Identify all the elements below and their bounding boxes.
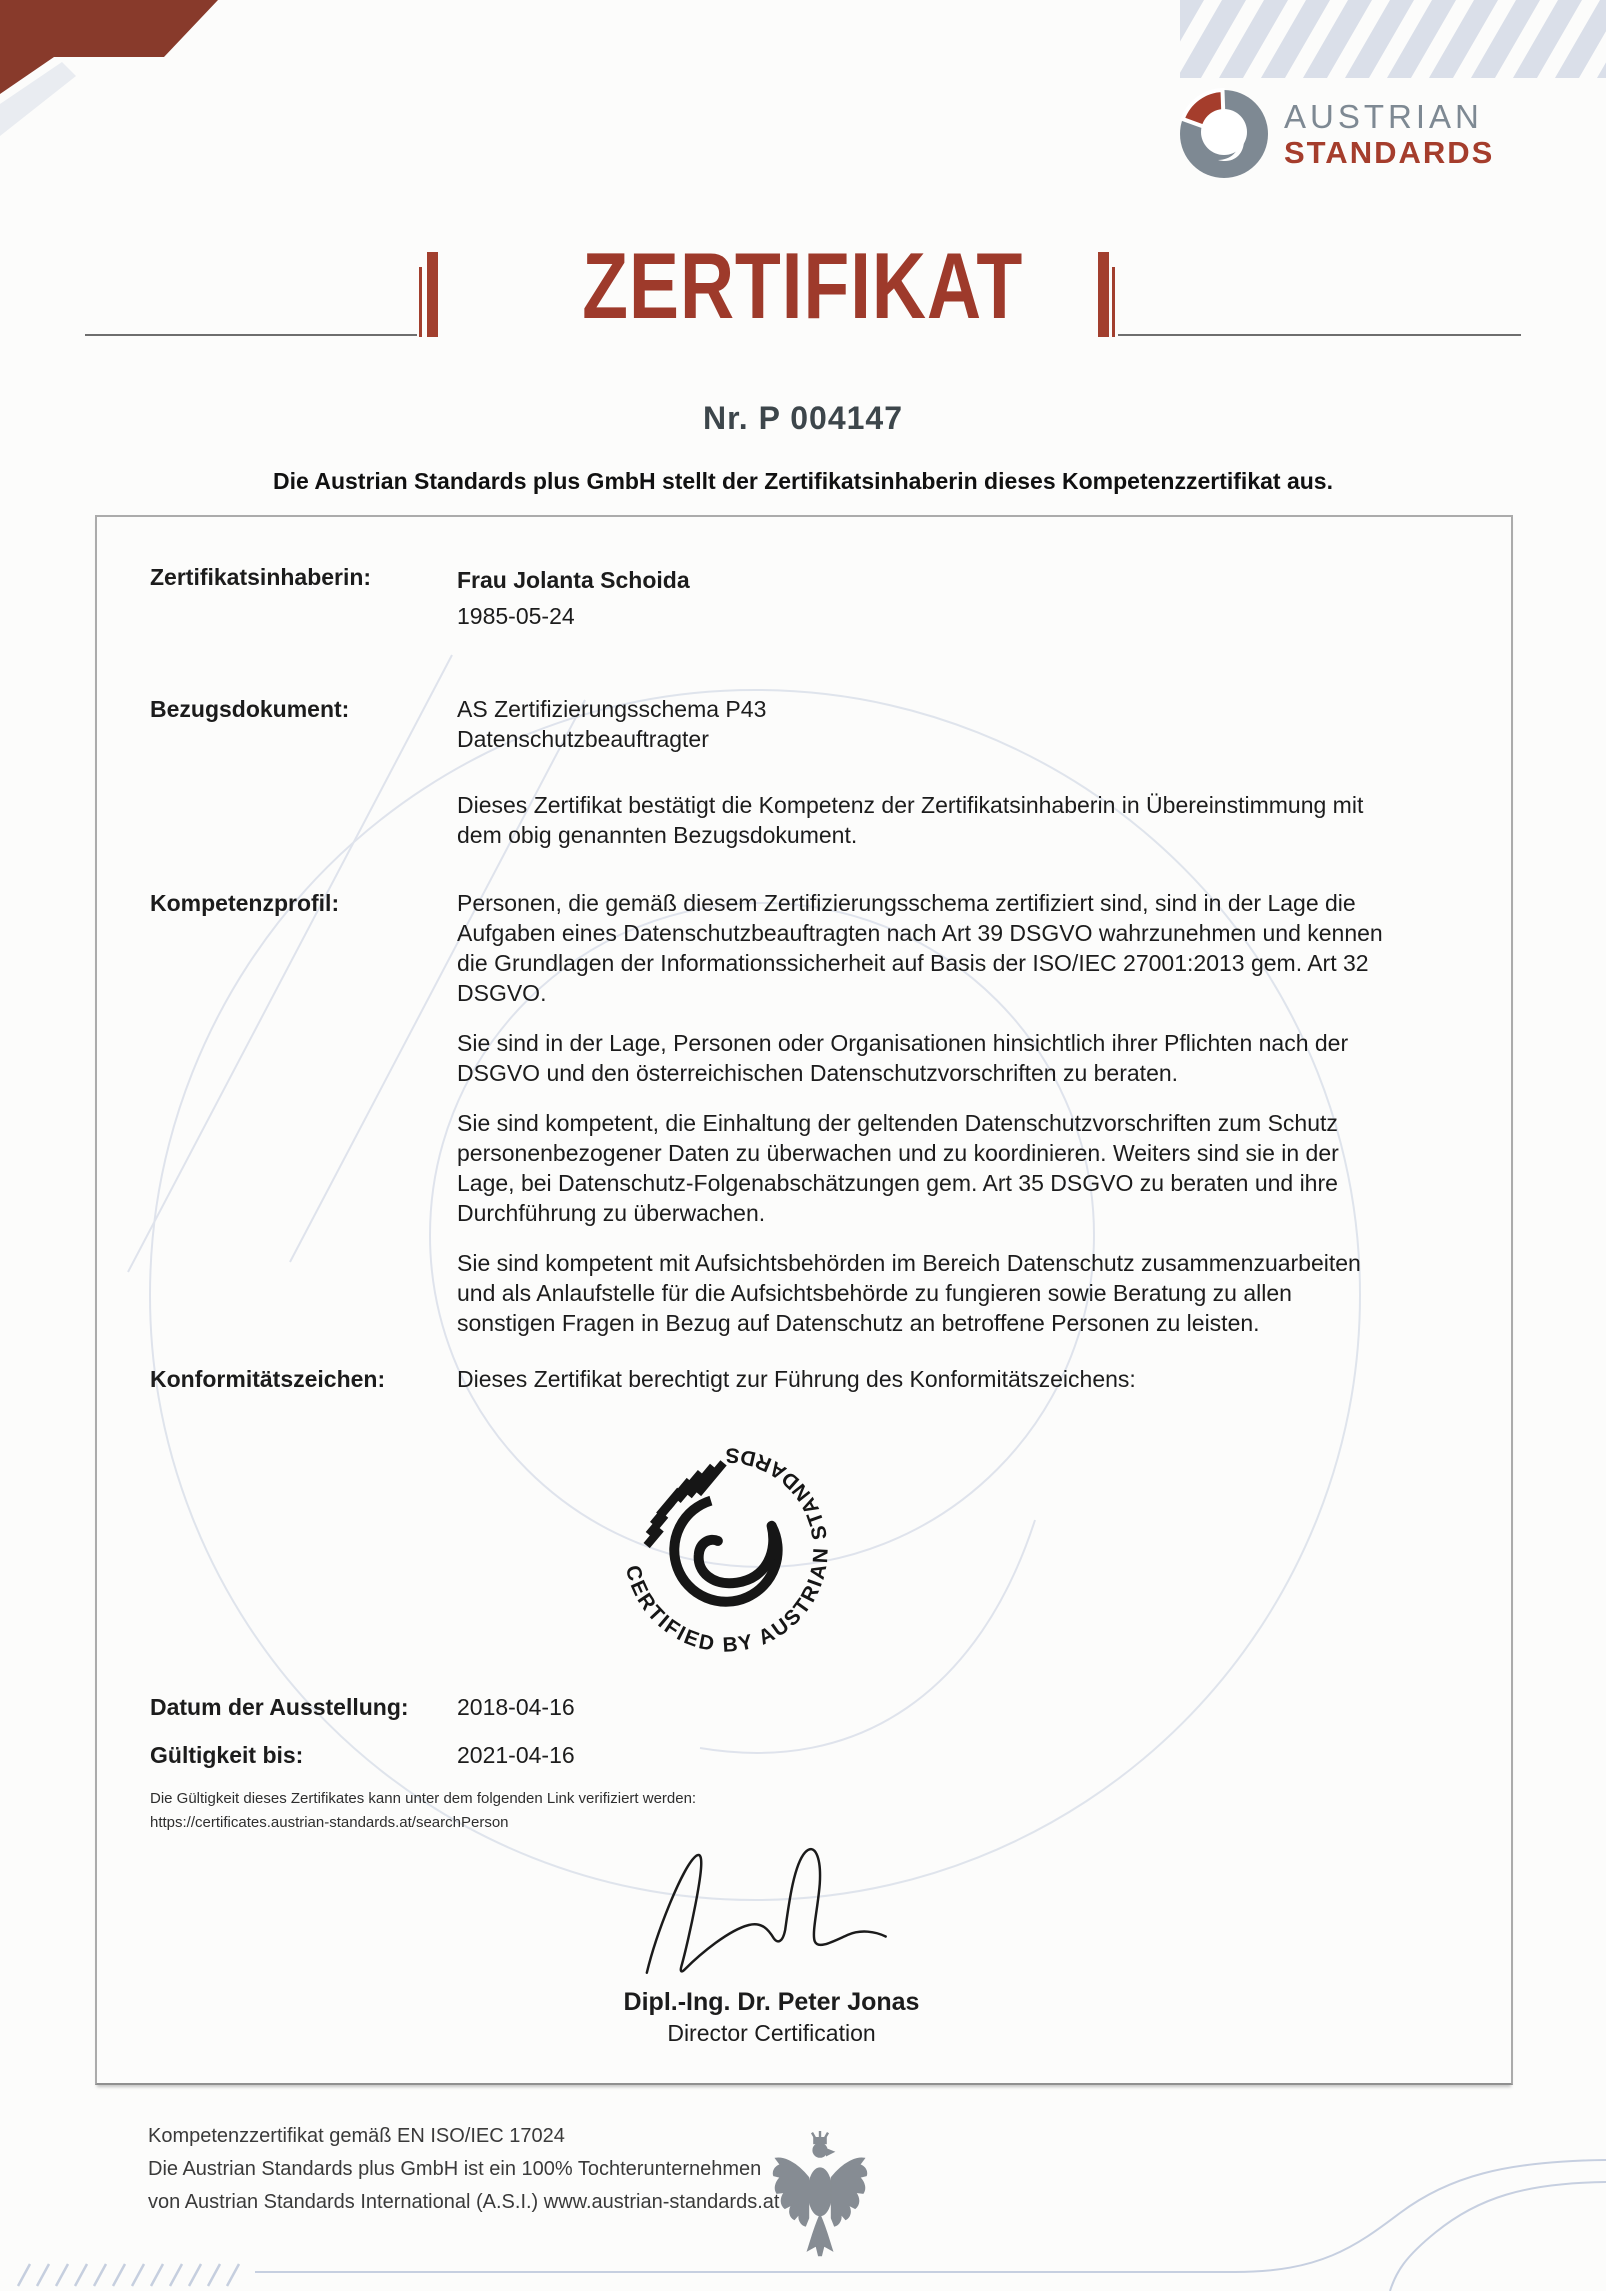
issue-date-value: 2018-04-16 bbox=[457, 1694, 575, 1720]
verification-note: Die Gültigkeit dieses Zertifikates kann unter dem folgenden Link verifiziert werden: bbox=[150, 1790, 697, 1807]
signature-icon bbox=[607, 1841, 937, 1981]
footer-line3: von Austrian Standards International (A.S.I.) www.austrian-standards.at bbox=[148, 2191, 780, 2213]
certified-mark-text: CERTIFIED BY AUSTRIAN STANDARDS bbox=[620, 1443, 833, 1657]
corner-decoration bbox=[0, 0, 260, 140]
holder-birthdate: 1985-05-24 bbox=[457, 603, 575, 629]
competence-label: Kompetenzprofil: bbox=[150, 890, 340, 916]
conformity-text: Dieses Zertifikat berechtigt zur Führung des Konformitätszeichens: bbox=[457, 1366, 1136, 1392]
footer-text bbox=[148, 2120, 779, 2219]
competence-paragraph: Personen, die gemäß diesem Zertifizierungsschema zertifiziert sind, sind in der Lage die Aufgaben eines Datenschutzbeauftragten nach Art 39 DSGVO wahrzunehmen und kennen die Grundlagen der Informationssicherheit auf Basis der ISO/IEC 27001:2013 gem. Art 32 DSGVO. bbox=[457, 890, 1383, 1006]
reference-scheme: AS Zertifizierungsschema P43 bbox=[457, 696, 767, 722]
austrian-eagle-icon bbox=[772, 2122, 868, 2268]
austrian-standards-logo-icon bbox=[1178, 88, 1270, 180]
competence-paragraph: Sie sind kompetent, die Einhaltung der geltenden Datenschutzvorschriften zum Schutz personenbezogener Daten zu überwachen und zu koordinieren. Weiters sind sie in der Lage, bei Datenschutz-Folgenabschätzungen gem. Art 35 DSGVO zu beraten und ihre Durchführung zu überwachen. bbox=[457, 1110, 1339, 1226]
footer-line1: Kompetenzzertifikat gemäß EN ISO/IEC 17024 bbox=[148, 2125, 565, 2147]
issue-date-row bbox=[150, 1691, 1393, 1723]
holder-name: Frau Jolanta Schoida bbox=[457, 567, 690, 593]
stripe-decoration bbox=[1180, 0, 1606, 80]
conformity-row bbox=[150, 1364, 1393, 1394]
conformity-label: Konformitätszeichen: bbox=[150, 1366, 386, 1392]
competence-row bbox=[150, 888, 1393, 1338]
validity-value: 2021-04-16 bbox=[457, 1742, 575, 1768]
signatory-title: Director Certification bbox=[667, 2020, 876, 2046]
page-title: ZERTIFIKAT bbox=[582, 233, 1024, 338]
certified-mark-icon bbox=[590, 1414, 862, 1686]
validity-row bbox=[150, 1739, 1393, 1771]
reference-label: Bezugsdokument: bbox=[150, 696, 350, 722]
verification-url: https://certificates.austrian-standards.at/searchPerson bbox=[150, 1814, 509, 1831]
issue-date-label: Datum der Ausstellung: bbox=[150, 1694, 409, 1720]
svg-text:CERTIFIED BY AUSTRIAN STANDARD bbox=[621, 1443, 833, 1657]
validity-label: Gültigkeit bis: bbox=[150, 1742, 304, 1768]
certificate-body bbox=[95, 515, 1513, 2085]
certificate-number: Nr. P 004147 bbox=[702, 400, 903, 436]
holder-label: Zertifikatsinhaberin: bbox=[150, 564, 372, 590]
signatory-name: Dipl.-Ing. Dr. Peter Jonas bbox=[623, 1988, 920, 2016]
footer-line2: Die Austrian Standards plus GmbH ist ein 100% Tochterunternehmen bbox=[148, 2158, 762, 2180]
austrian-standards-logo bbox=[1178, 88, 1494, 180]
reference-row bbox=[150, 694, 1393, 850]
reference-confirmation: Dieses Zertifikat bestätigt die Kompetenz der Zertifikatsinhaberin in Übereinstimmung mit dem obig genannten Bezugsdokument. bbox=[457, 792, 1364, 848]
competence-paragraph: Sie sind kompetent mit Aufsichtsbehörden im Bereich Datenschutz zusammenzuarbeiten und als Anlaufstelle für die Aufsichtsbehörde zu fungieren sowie Beratung zu allen sonstigen Fragen in Bezug auf Datenschutz an betroffene Personen zu leisten. bbox=[457, 1250, 1361, 1336]
reference-role: Datenschutzbeauftragter bbox=[457, 726, 709, 752]
logo-word-standards: STANDARDS bbox=[1284, 135, 1495, 170]
intro-statement: Die Austrian Standards plus GmbH stellt der Zertifikatsinhaberin dieses Kompetenzzertifikat aus. bbox=[273, 468, 1333, 494]
competence-paragraph: Sie sind in der Lage, Personen oder Organisationen hinsichtlich ihrer Pflichten nach der DSGVO und den österreichischen Datenschutzvorschriften zu beraten. bbox=[457, 1030, 1349, 1086]
conformity-mark bbox=[590, 1414, 1393, 1691]
logo-word-austrian: AUSTRIAN bbox=[1284, 98, 1483, 135]
signature-block bbox=[150, 1841, 1393, 2048]
holder-row bbox=[150, 562, 1393, 634]
